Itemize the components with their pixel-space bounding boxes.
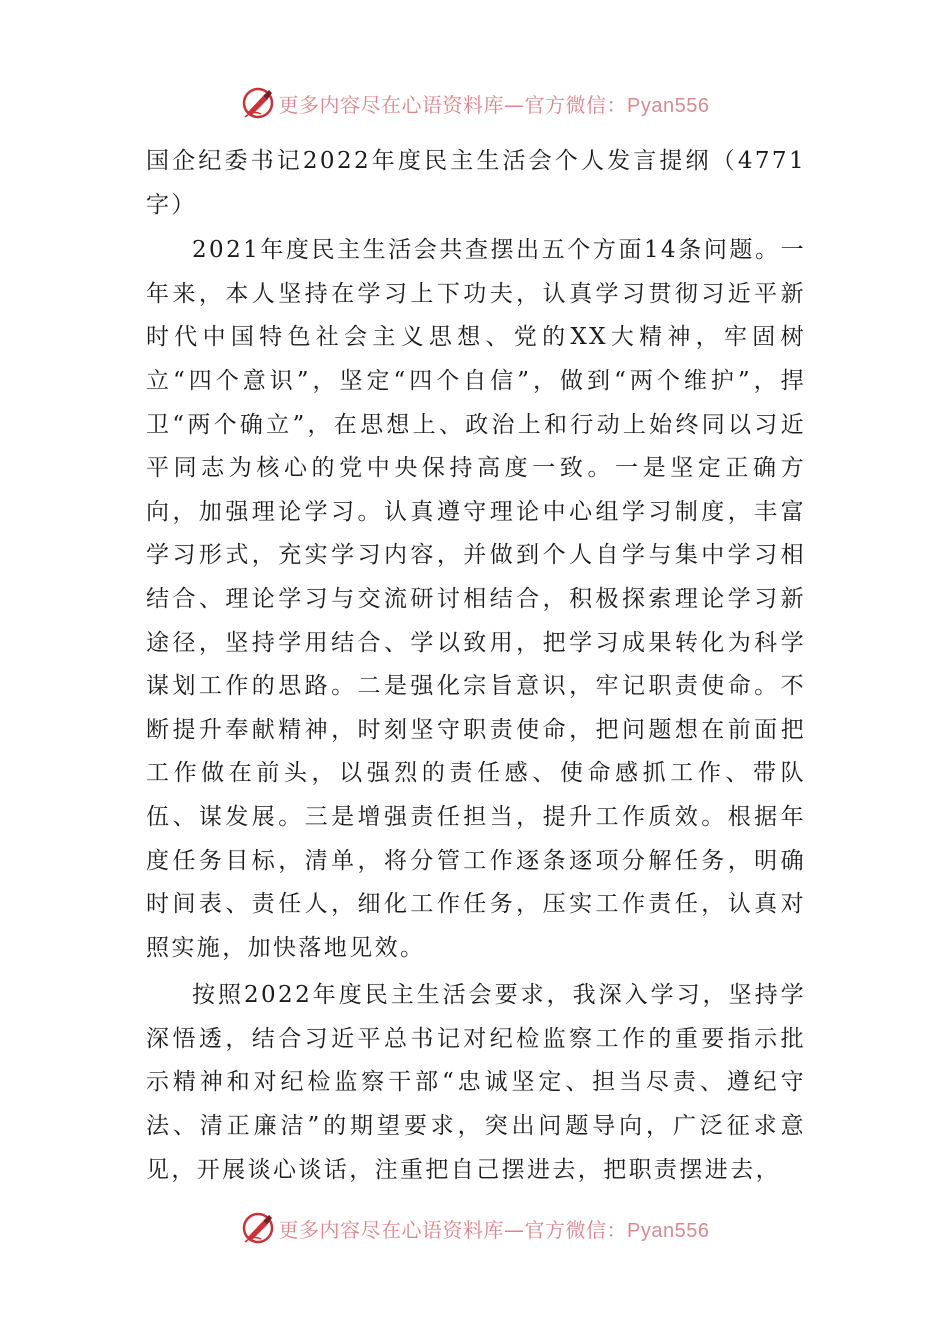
watermark-handle: Pyan556 <box>627 1219 710 1242</box>
header-watermark <box>0 81 950 125</box>
watermark-text: 更多内容尽在心语资料库—官方微信：Pyan556 <box>278 1217 710 1242</box>
pen-circle-icon <box>241 86 275 120</box>
footer-watermark <box>0 1206 950 1250</box>
pen-circle-icon <box>241 1211 275 1245</box>
paragraph-1: 2021年度民主生活会共查摆出五个方面14条问题。一年来，本人坚持在学习上下功夫，认真学习贯彻习近平新时代中国特色社会主义思想、党的XX大精神，牢固树立“四个意识”，坚定“四个自信”，做到“两个维护”，捍卫“两个确立”，在思想上、政治上和行动上始终同以习近平同志为核心的党中央保持高度一致。一是坚定正确方向，加强理论学习。认真遵守理论中心组学习制度，丰富学习形式，充实学习内容，并做到个人自学与集中学习相结合、理论学习与交流研讨相结合，积极探索理论学习新途径，坚持学用结合、学以致用，把学习成果转化为科学谋划工作的思路。二是强化宗旨意识，牢记职责使命。不断提升奉献精神，时刻坚守职责使命，把问题想在前面把工作做在前头，以强烈的责任感、使命感抓工作、带队伍、谋发展。三是增强责任担当，提升工作质效。根据年度任务目标，清单，将分管工作逐条逐项分解任务，明确时间表、责任人，细化工作任务，压实工作责任，认真对照实施，加快落地见效。 <box>146 237 806 961</box>
document-title: 国企纪委书记2022年度民主生活会个人发言提纲（4771字） <box>146 148 806 218</box>
paragraph-2: 按照2022年度民主生活会要求，我深入学习，坚持学深悟透，结合习近平总书记对纪检监察工作的重要指示批示精神和对纪检监察干部“忠诚坚定、担当尽责、遵纪守法、清正廉洁”的期望要求，突出问题导向，广泛征求意见，开展谈心谈话，注重把自己摆进去，把职责摆进去， <box>146 982 806 1183</box>
watermark-text: 更多内容尽在心语资料库—官方微信：Pyan556 <box>278 92 710 117</box>
watermark-handle: Pyan556 <box>627 94 710 117</box>
document-body <box>146 140 806 1196</box>
